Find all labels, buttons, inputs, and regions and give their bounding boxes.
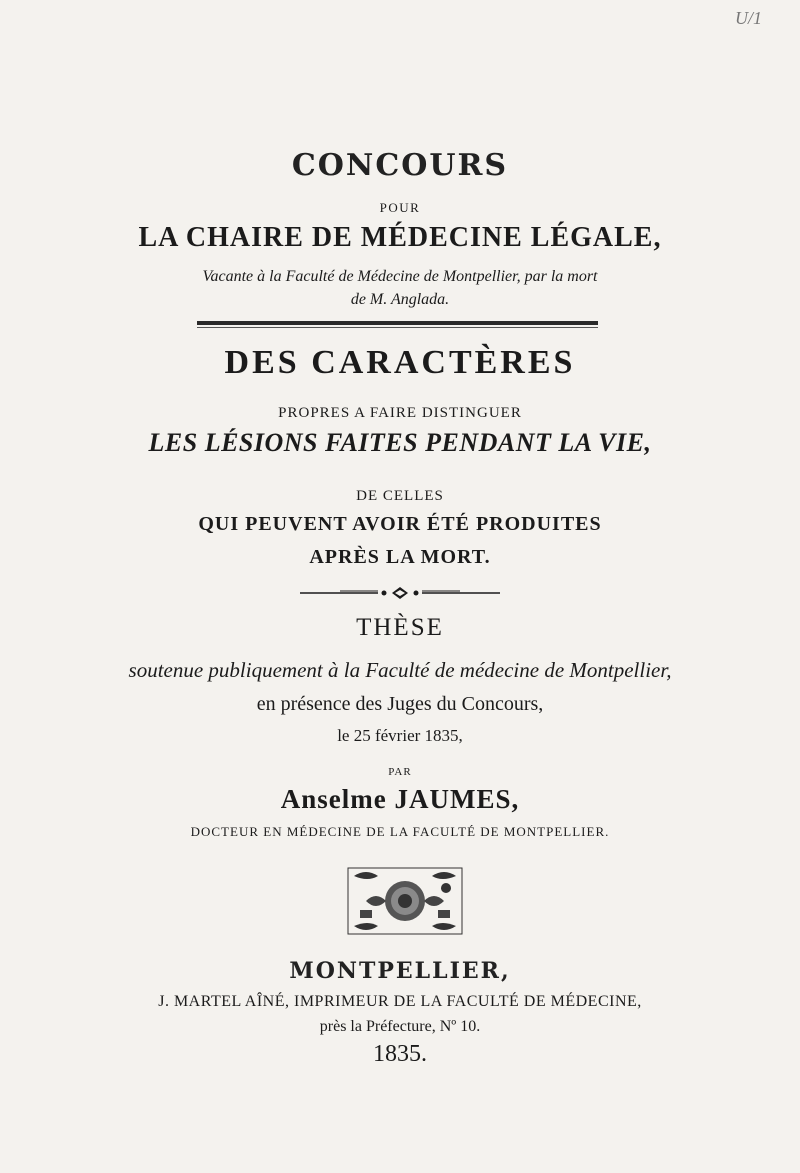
- chaire-heading: LA CHAIRE DE MÉDECINE LÉGALE,: [138, 222, 662, 253]
- subtitle-de-celles: DE CELLES: [356, 488, 444, 504]
- double-rule-thin: [197, 327, 598, 328]
- par-label: PAR: [388, 766, 412, 778]
- subtitle-apres: APRÈS LA MORT.: [309, 546, 491, 568]
- author-title: DOCTEUR EN MÉDECINE DE LA FACULTÉ DE MONTPELLIER.: [190, 824, 610, 839]
- subtitle-lesions: LES LÉSIONS FAITES PENDANT LA VIE,: [148, 428, 652, 457]
- pour-label: POUR: [379, 200, 421, 215]
- double-rule-thick: [197, 321, 598, 325]
- vacante-line-1: Vacante à la Faculté de Médecine de Montpellier, par la mort: [202, 268, 598, 285]
- imprint-address: près la Préfecture, Nº 10.: [319, 1018, 481, 1035]
- vacante-line-2: de M. Anglada.: [350, 291, 450, 308]
- author-name: Anselme JAUMES,: [280, 784, 520, 814]
- subtitle-qui-peuvent: QUI PEUVENT AVOIR ÉTÉ PRODUITES: [198, 513, 602, 535]
- ornamental-rule-icon: [300, 585, 500, 601]
- concours-heading: CONCOURS: [291, 148, 509, 183]
- defense-date: le 25 février 1835,: [337, 726, 463, 745]
- subtitle-propres: PROPRES A FAIRE DISTINGUER: [278, 405, 522, 421]
- printer-emblem-icon: [346, 866, 464, 936]
- presence-line: en présence des Juges du Concours,: [256, 693, 544, 715]
- main-title: DES CARACTÈRES: [224, 344, 576, 381]
- corner-mark: U/1: [735, 8, 762, 28]
- imprint-city: MONTPELLIER,: [289, 958, 511, 984]
- soutenue-line: soutenue publiquement à la Faculté de médecine de Montpellier,: [128, 658, 672, 682]
- these-heading: THÈSE: [356, 614, 444, 641]
- imprint-year: 1835.: [373, 1041, 427, 1067]
- imprint-printer: J. MARTEL AÎNÉ, IMPRIMEUR DE LA FACULTÉ DE MÉDECINE,: [158, 993, 642, 1010]
